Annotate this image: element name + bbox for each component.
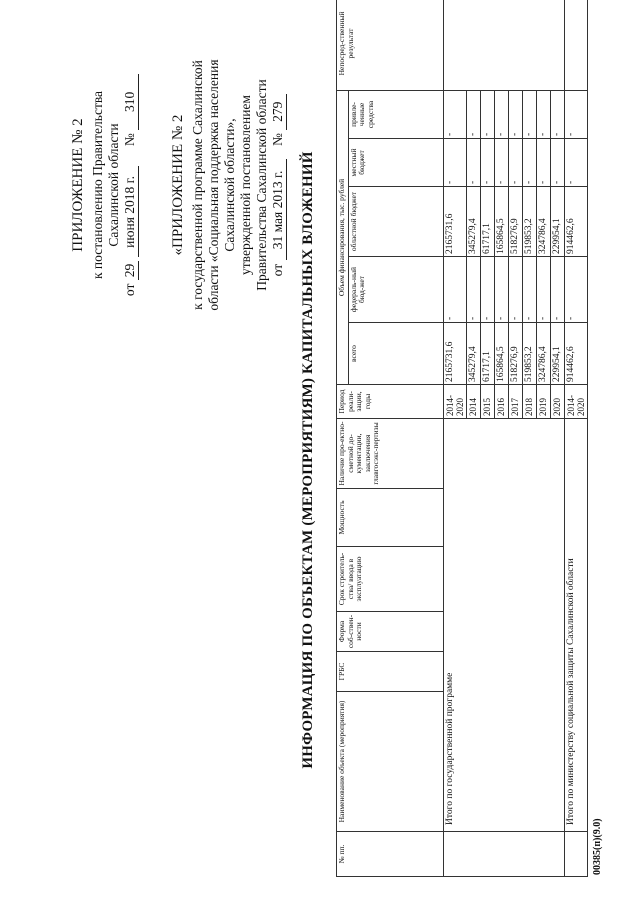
col-term: Срок строитель-ства/ ввода в эксплуатацию [337,547,444,612]
resolution-line-1: к постановлению Правительства [90,90,105,280]
program-line-1: к государственной программе Сахалинской [190,60,205,310]
approval-header [70,25,139,345]
group2-label: Итого по министерству социальной защиты Сахалинской области [564,419,587,832]
program-date: 31 мая 2013 г. [270,159,287,260]
col-federal: федераль-ный бюд-жет [348,257,443,323]
col-capacity: Мощность [337,489,444,547]
document-title: ИНФОРМАЦИЯ ПО ОБЪЕКТАМ (МЕРОПРИЯТИЯМ) КАПИТАЛЬНЫХ ВЛОЖЕНИЙ [300,151,316,769]
resolution-month-year: июня 2018 г. [122,166,139,257]
program-number: 279 [270,94,287,130]
resolution-date-line: от 29 июня 2018 г. № 310 [122,25,139,345]
col-name: Наименование объекта (мероприятия) [337,692,444,832]
table-header-row [337,0,349,877]
col-period: Период реали-зации, годы [337,385,444,419]
col-docs: Наличие про-ектно-сметной до-кументации, заключения главгосэкс-пертизы [337,419,444,489]
resolution-line-2: Сахалинской области [106,123,121,247]
group1-num [443,832,564,877]
table-row: 2020 229954,1 - 229954,1 - - [550,0,564,877]
col-regional: областной бюджет [348,187,443,257]
group2-num [564,832,587,877]
col-form: Форма соб-ствен-ности [337,612,444,652]
table-row: 2015 61717,1 - 61717,1 - - [480,0,494,877]
table-row: Итого по министерству социальной защиты Сахалинской области 2014-2020 914462,6 - 914462,6 - - [564,0,587,877]
col-attracted: привле-ченные средства [348,90,443,138]
col-total: всего [348,323,443,385]
col-grbs: ГРБС [337,652,444,692]
col-funding: Объем финансирования, тыс. рублей [337,90,349,384]
group1-label: Итого по государственной программе [443,419,564,832]
program-line-5: Правительства Сахалинской области [254,79,269,291]
program-header [170,25,287,345]
appendix-title: ПРИЛОЖЕНИЕ № 2 [70,118,86,252]
col-local: местный бюджет [348,139,443,187]
capital-investments-table [336,0,588,877]
resolution-number: 310 [122,74,139,130]
appendix-title-2: «ПРИЛОЖЕНИЕ № 2 [170,114,186,256]
table-row: 2014 345279,4 - 345279,4 - - [466,0,480,877]
program-date-line: от 31 мая 2013 г. № 279 [270,25,287,345]
table-row: 2017 518276,9 - 518276,9 - - [508,0,522,877]
table-row: 2019 324786,4 - 324786,4 - - [536,0,550,877]
col-num: № пп. [337,832,444,877]
group1-result [443,0,564,90]
program-line-2: области «Социальная поддержка населения [206,59,221,311]
group2-result [564,0,587,90]
table-row: Итого по государственной программе 2014-2020 2165731,6 - 2165731,6 - - [443,0,466,877]
program-line-4: утвержденной постановлением [238,95,253,275]
table-row: 2018 519853,2 - 519853,2 - - [522,0,536,877]
program-line-3: Сахалинской области», [222,118,237,252]
col-result: Непосред-ственный результат [337,0,444,90]
table-row: 2016 165864,5 - 165864,5 - - [494,0,508,877]
resolution-day: 29 [122,261,139,281]
footer-code: 00385(п)(9.0) [592,818,603,875]
